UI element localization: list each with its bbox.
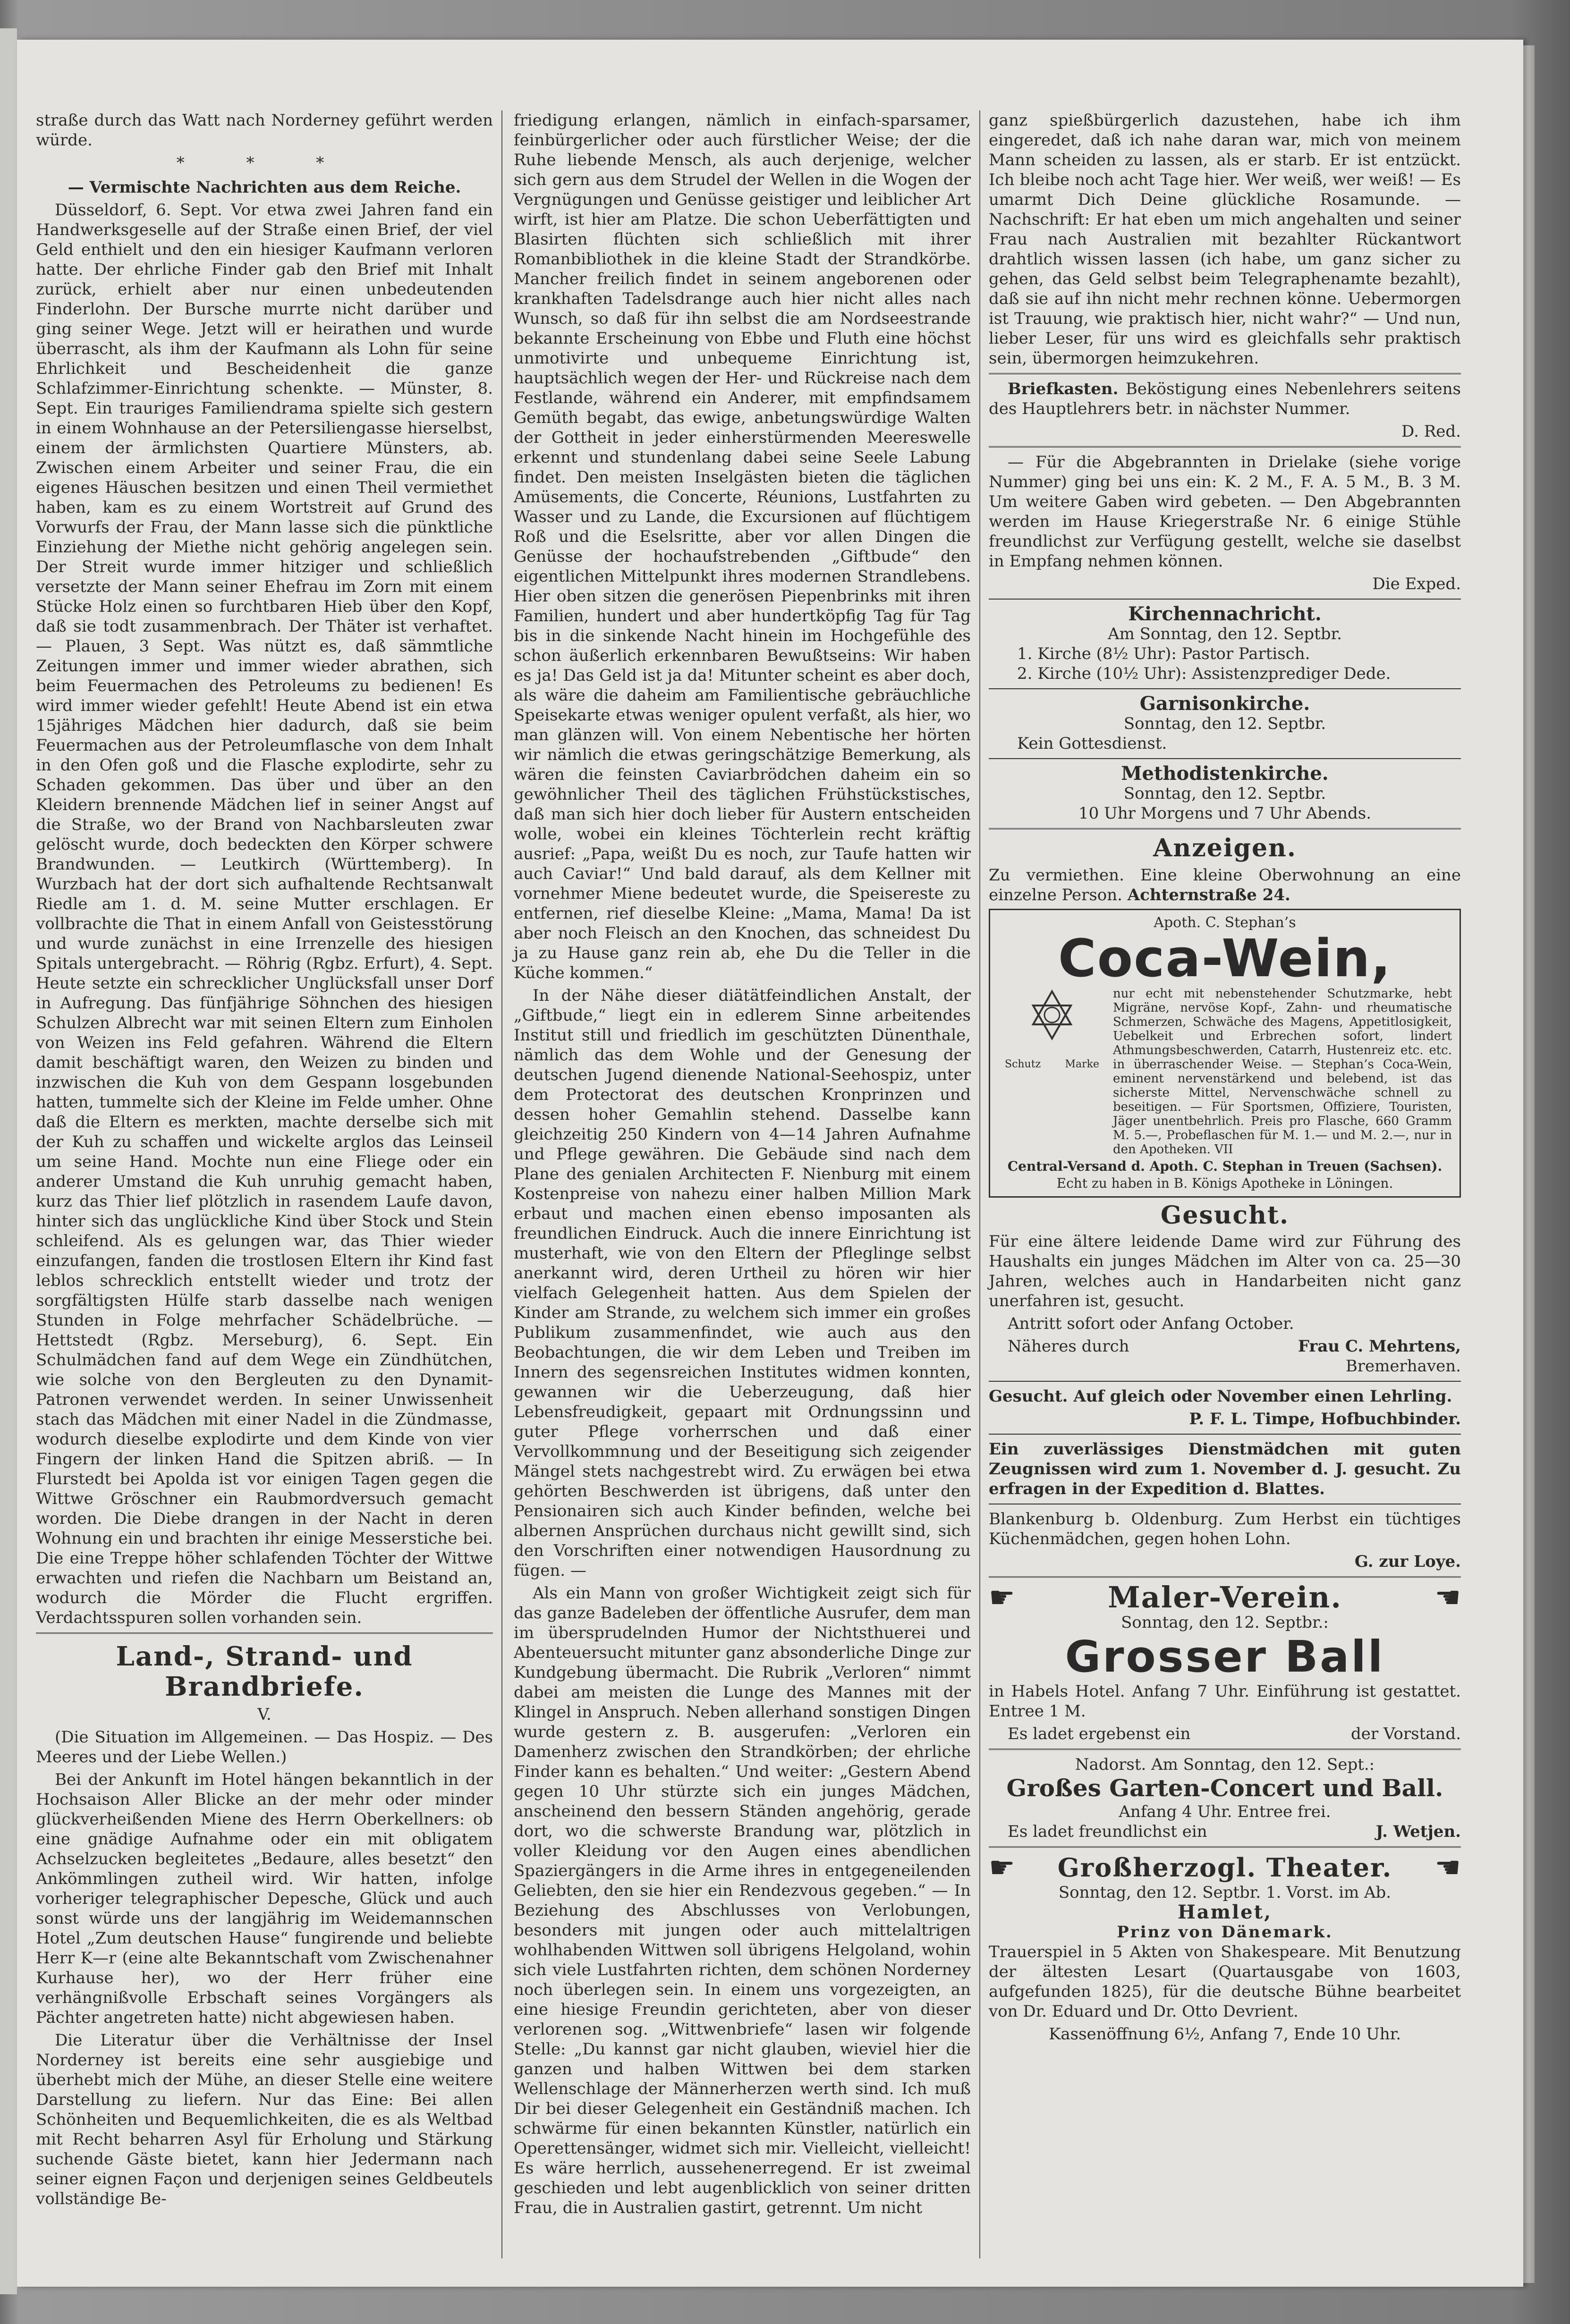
kitchen-maid-ad-name: G. zur Loye.: [1354, 1552, 1461, 1571]
garden-concert-title: Großes Garten-Concert und Ball.: [1006, 1774, 1443, 1802]
pointing-hand-left-icon: ☚: [1434, 1850, 1461, 1885]
letters-subtitle: (Die Situation im Allgemeinen. — Das Hospiz. — Des Meeres und der Liebe Wellen.): [36, 1728, 493, 1766]
letters-hospiz-text: In der Nähe dieser diätätfeindlichen Anstalt, der „Giftbude,“ liegt ein in edlerem Sinne arbeitendes Institut still und friedlich im geschützten Dünenthale, nämlich das dem Wohle und der Genesung der deutschen Jugend dienende National-Seehospiz, unter dem Protectorat des deutschen Kronprinzen und dessen hoher Gemahlin stehend. Dasselbe kann gleichzeitig 250 Kindern von 4—14 Jahren Aufnahme und Pflege gewähren. Die Gebäude sind nach dem Plane des genialen Architecten F. Nienburg mit einem Kostenpreise von nahezu einer halben Million Mark erbaut und machen einen ebenso imposanten als freundlichen Eindruck. Auch die innere Einrichtung ist musterhaft, wie von den Eltern der Pfleglinge selbst anerkannt wird, deren Urtheil zu hören wir hier vielfach Gelegenheit hatten. Aus dem Spielen der Kinder am Strande, zu welchem sich immer ein großes Publikum zusammenfindet, wie auch aus den Beobachtungen, die wir dem Leben und Treiben im Innern des segensreichen Institutes widmen konnten, gewannen wir die Ueberzeugung, daß hier Lebensfreudigkeit, gepaart mit Ordnungssinn und guter Pflege vorherrschen und daß einer Vervollkommnung und der Beseitigung sich zeigender Mängel stets nachgestrebt wird. Zu erwägen bei etwa gehörten Beschwerden ist übrigens, daß unter den Pensionairen sich auch Kinder befinden, welche bei albernen Ansprüchen durchaus nicht gewillt sind, sich den Vorschriften einer notwendigen Hausordnung zu fügen. —: [514, 986, 971, 1580]
coca-wein-availability: Echt zu haben in B. Königs Apotheke in Löningen.: [1056, 1175, 1393, 1191]
wanted-contact-place: Bremerhaven.: [1345, 1357, 1461, 1376]
coca-wein-versand: Central-Versand d. Apoth. C. Stephan in Treuen (Sachsen).: [1007, 1158, 1443, 1174]
divider: [989, 1846, 1461, 1848]
maler-verein-header: [989, 1582, 1461, 1613]
ad-wohnung-text: Zu vermiethen. Eine kleine Oberwohnung an eine einzelne Person.: [989, 866, 1461, 904]
divider: [989, 1434, 1461, 1435]
coca-wein-description: nur echt mit nebenstehender Schutzmarke, hebt Migräne, nervöse Kopf-, Zahn- und rheumatische Schmerzen, Schwäche des Magens, Appetitlosigkeit, Uebelkeit und Erbrechen sofort, lindert Athmungsbeschwerden, Catarrh, Hustenreiz etc. etc. in überraschender Weise. — Stephan’s Coca-Wein, eminent nervenstärkend und belebend, ist das sicherste Mittel, Nervenschwäche schnell zu beseitigen. — Für Sportsmen, Offiziere, Touristen, Jäger unentbehrlich. Preis pro Flasche, 660 Gramm M. 5.—, Probeflaschen für M. 1.— und M. 2.—, nur in den Apotheken. VII: [1113, 987, 1452, 1157]
grosser-ball-title: Grosser Ball: [1065, 1631, 1385, 1682]
garden-concert-start: Anfang 4 Uhr. Entree frei.: [1119, 1802, 1331, 1821]
apprentice-ad: Gesucht. Auf gleich oder November einen Lehrling.: [989, 1387, 1452, 1406]
church-news-date: Am Sonntag, den 12. Septbr.: [1108, 625, 1342, 643]
briefkasten-label: Briefkasten.: [1008, 380, 1119, 398]
garrison-church-date: Sonntag, den 12. Septbr.: [1123, 714, 1326, 733]
divider: [989, 758, 1461, 759]
maid-ad: Ein zuverlässiges Dienstmädchen mit guten Zeugnissen wird zum 1. November d. J. gesucht. Zu erfragen in der Expedition d. Blattes.: [989, 1440, 1461, 1498]
ads-title: Anzeigen.: [1153, 834, 1297, 862]
maler-verein-title: Maler-Verein.: [1108, 1580, 1342, 1614]
theater-play-subtitle: Prinz von Dänemark.: [1117, 1923, 1333, 1942]
nadorst-line: Nadorst. Am Sonntag, den 12. Sept.:: [1075, 1755, 1375, 1774]
coca-wein-body: [998, 987, 1452, 1157]
coca-wein-ad: [989, 909, 1461, 1198]
divider: [989, 1749, 1461, 1750]
maler-verein-invite: [989, 1724, 1461, 1744]
misc-news-heading: — Vermischte Nachrichten aus dem Reiche.: [68, 178, 461, 197]
trademark-label-right: Marke: [1065, 1058, 1099, 1070]
pointing-hand-right-icon: ☛: [989, 1580, 1015, 1614]
apprentice-ad-name: P. F. L. Timpe, Hofbuchbinder.: [1189, 1410, 1461, 1428]
garden-concert-invite-text: Es ladet freundlichst ein: [1008, 1822, 1207, 1841]
garden-concert-invite: [989, 1822, 1461, 1842]
letters-continued-text: friedigung erlangen, nämlich in einfach-sparsamer, feinbürgerlicher oder auch fürstlicher Weise; der die Ruhe liebende Mensch, als auch derjenige, welcher sich gern aus dem Strudel der Wellen in die Wogen der Vergnügungen und Genüsse geistiger und leiblicher Art wirft, ist hier am Platze. Die schon Ueberfättigten und Blasirten flüchten sich schließlich mit ihrer Romanbibliothek in die kleine Stadt der Strandkörbe. Mancher freilich findet in seinem angeborenen oder krankhaften Tadelsdrange auch hier nicht alles nach Wunsch, so daß für ihn selbst die am Nordseestrande bekannte Erscheinung von Ebbe und Fluth eine höchst unmotivirte und unbequeme Einrichtung ist, hauptsächlich wegen der Her- und Rückreise nach dem Festlande, während ein Anderer, mit empfindsamem Gemüth begabt, das ewige, anbetungswürdige Walten der Gottheit in jeder einherstürmenden Meereswelle erkennt und stundenlang dabei seine Seele Labung findet. Den meisten Inselgästen bieten die täglichen Amüsements, die Concerte, Réunions, Lustfahrten zu Wasser und zu Lande, die Excursionen auf flüchtigem Roß und die Eselsritte, aber vor allen Dingen die Genüsse der hochaufstrebenden „Giftbude“ den eigentlichen Mittelpunkt ihres modernen Strandlebens. Hier oben sitzen die generösen Piepenbrinks mit ihren Familien, hundert und aber hundertköpfig Tag für Tag bis in die sinkende Nacht hinein im Hochgefühle des schon äußerlich erkennbaren Bewußtseins: Wir haben es ja! Das Geld ist ja da! Mitunter scheint es aber doch, als wäre die daheim am Familientische gebräuchliche Speisekarte etwas weniger opulent verfaßt, als hier, wo man glänzen will. Von einem Nebentische her hörten wir nämlich die etwas geringschätzige Bemerkung, als wären die feinsten Caviarbrödchen daheim ein so gewöhnlicher Theil des täglichen Frühstückstisches, daß man sich hier doch lieber für Austern entscheiden wolle, wobei ein kleines Töchterlein recht kräftig ausrief: „Papa, weißt Du es noch, zur Taufe hatten wir auch Caviar!“ Und bald darauf, als dem Kellner mit vornehmer Miene bedeutet wurde, die Speisereste zu entfernen, rief dieselbe Kleine: „Mama, Mama! Da ist aber noch Fleisch an den Knochen, das schneidest Du ja zu Hause ganz rein ab, ehe Du die Teller in die Küche kommen.“: [514, 111, 971, 982]
section-stars: * * *: [176, 153, 353, 172]
previous-page-edge: [0, 28, 17, 2294]
garrison-church-title: Garnisonkirche.: [1139, 693, 1310, 715]
theater-text: Trauerspiel in 5 Akten von Shakespeare. Mit Benutzung der ältesten Lesart (Quartausgabe von 1603, aufgefunden 1825), für die deutsche Bühne bearbeitet von Dr. Eduard und Dr. Otto Devrient.: [989, 1943, 1461, 2021]
church-service-1: 1. Kirche (8½ Uhr): Pastor Partisch.: [1017, 644, 1310, 663]
divider: [989, 446, 1461, 448]
newspaper-page: [17, 40, 1523, 2287]
church-service-2: 2. Kirche (10½ Uhr): Assistenzprediger Dede.: [1017, 664, 1391, 683]
wanted-text: Für eine ältere leidende Dame wird zur Führung des Haushalts ein junges Mädchen im Alter von ca. 25—30 Jahren, welches auch in Handarbeiten nicht ganz unerfahren ist, gesucht.: [989, 1232, 1461, 1310]
coca-wein-title: Coca-Wein,: [1058, 928, 1392, 989]
star-trademark-icon: [1005, 987, 1099, 1057]
garrison-church-text: Kein Gottesdienst.: [1017, 734, 1167, 753]
divider: [36, 1632, 493, 1634]
intro-text: straße durch das Watt nach Norderney geführt werden würde.: [36, 111, 493, 150]
theater-date: Sonntag, den 12. Septbr. 1. Vorst. im Ab.: [1058, 1883, 1392, 1902]
wanted-title: Gesucht.: [1160, 1201, 1290, 1230]
divider: [989, 1381, 1461, 1382]
divider: [989, 599, 1461, 600]
ad-wohnung-address: Achternstraße 24.: [1127, 886, 1290, 904]
theater-title: Großherzogl. Theater.: [1057, 1852, 1392, 1883]
theater-time: Kassenöffnung 6½, Anfang 7, Ende 10 Uhr.: [1048, 2025, 1401, 2044]
wanted-contact-name: Frau C. Mehrtens,: [1298, 1337, 1461, 1356]
trademark-label-left: Schutz: [1005, 1058, 1041, 1070]
column-2: [514, 110, 971, 2221]
ad-wohnung: [989, 865, 1461, 905]
theater-header: [989, 1852, 1461, 1883]
page-stack-edge: [1523, 45, 1535, 2283]
kitchen-maid-ad: Blankenburg b. Oldenburg. Zum Herbst ein tüchtiges Küchenmädchen, gegen hohen Lohn.: [989, 1510, 1461, 1548]
wanted-contact: [989, 1336, 1461, 1356]
column-3: [989, 110, 1461, 2044]
column-1: [36, 110, 493, 2212]
trademark-label: [1005, 1057, 1099, 1072]
methodist-church-text: 10 Uhr Morgens und 7 Uhr Abends.: [1078, 804, 1372, 823]
maler-verein-invite-text: Es ladet ergebenst ein: [1008, 1724, 1191, 1743]
divider: [989, 688, 1461, 689]
letters-end-text: ganz spießbürgerlich dazustehen, habe ich ihm eingeredet, daß ich nahe daran war, mich von meinem Mann scheiden zu lassen, als er starb. Er ist entzückt. Ich bleibe noch acht Tage hier. Wer weiß, wer weiß! — Es umarmt Dich Deine glückliche Rosamunde. — Nachschrift: Er hat eben um mich angehalten und seiner Frau nach Australien mit bezahlter Rückantwort drahtlich wissen lassen (ich habe, um ganz sicher zu gehen, das Geld selbst beim Telegraphenamte bezahlt), daß sie auf ihn nicht mehr rechnen könne. Uebermorgen ist Trauung, wie praktisch hier, nicht wahr?“ — Und nun, lieber Leser, für uns wird es gleichfalls sehr praktisch sein, übermorgen heimzukehren.: [989, 111, 1461, 368]
methodist-church-date: Sonntag, den 12. Septbr.: [1123, 784, 1326, 803]
divider: [989, 828, 1461, 829]
column-rule: [501, 110, 502, 2258]
garden-concert-sign: J. Wetjen.: [1375, 1822, 1461, 1841]
wanted-start: Antritt sofort oder Anfang October.: [1008, 1314, 1294, 1333]
letters-text: Die Literatur über die Verhältnisse der Insel Norderney ist bereits eine sehr ausgiebige und überhebt mich der Mühe, an dieser Stelle eine weitere Darstellung zu liefern. Nur das Eine: Bei allen Schönheiten und Bequemlichkeiten, die es als Weltbad mit Recht beharren Asyl für Erholung und Stärkung suchende Gäste bietet, kann hier Jedermann nach seiner eignen Façon und derjenigen seines Geldbeutels vollständige Be-: [36, 2031, 493, 2208]
letters-ausrufer-text: Als ein Mann von großer Wichtigkeit zeigt sich für das ganze Badeleben der öffentliche Ausrufer, dem man im übersprudelnden Humor der Nichtsthuerei und Abenteuersucht mitunter ganz absonderliche Dinge zur Kundgebung übermacht. Die Rubrik „Verloren“ nimmt dabei am meisten die Lunge des Mannes mit der Klingel in Anspruch. Neben allerhand sonstigen Dingen wurde gestern z. B. ausgerufen: „Verloren ein Damenherz zwischen den Strandkörben; der ehrliche Finder kann es behalten.“ Und weiter: „Gestern Abend gegen 10 Uhr stürzte sich ein junges Mädchen, anscheinend den bessern Ständen angehörig, gerade dort, wo die schwerste Brandung war, plötzlich in voller Kleidung vor den Augen eines abendlichen Spaziergängers in die Arme ihres in entgegeneilenden Geliebten, den sie hier ein Rendezvous gegeben.“ — In Beziehung des Abschlusses von Verlobungen, besonders mit jungen oder auch mittelaltrigen wohlhabenden Wittwen soll übrigens Helgoland, wohin sich viele Lustfahrten richten, dem schönen Norderney noch überlegen sein. In einem uns vorgezeigten, an eine hiesige Freundin gerichteten, aber von dieser verlorenen sog. „Wittwenbriefe“ lasen wir folgende Stelle: „Du kannst gar nicht glauben, wieviel hier die ganzen und halben Wittwen bei dem starken Wellenschlage der Männerherzen werth sind. Ich muß Dir bei dieser Gelegenheit ein Geständniß machen. Ich schwärme für einen bekannten Künstler, natürlich ein Operettensänger, widmet sich mir. Vielleicht, vielleicht! Es wäre herrlich, aussehenerregend. Er ist zweimal geschieden und lebt augenblicklich von seiner dritten Frau, die in Australien gastirt, getrennt. Um nicht: [514, 1584, 971, 2217]
pointing-hand-right-icon: ☛: [989, 1850, 1015, 1885]
wanted-contact-label: Näheres durch: [1008, 1337, 1129, 1356]
column-rule: [979, 110, 980, 2258]
pointing-hand-left-icon: ☚: [1434, 1580, 1461, 1614]
coca-wein-maker: Apoth. C. Stephan’s: [1154, 914, 1296, 931]
theater-play-title: Hamlet,: [1177, 1901, 1273, 1923]
divider: [989, 373, 1461, 374]
abgebrannte-notice: — Für die Abgebrannten in Drielake (siehe vorige Nummer) ging bei uns ein: K. 2 M., F. A. 5 M., B. 3 M. Um weitere Gaben wird gebeten. — Den Abgebrannten werden im Hause Kriegerstraße Nr. 6 einige Stühle freundlichst zur Verfügung gestellt, welche sie daselbst in Empfang nehmen können.: [989, 453, 1461, 571]
letters-text: Bei der Ankunft im Hotel hängen bekanntlich in der Hochsaison Aller Blicke an der mehr oder minder glückverheißenden Miene des Herrn Oberkellners: ob eine gnädige Aufnahme oder ein mit obligatem Achselzucken begleitetes „Bedaure, alles besetzt“ den Ankömmlingen zutheil wird. Wir hatten, infolge vorheriger telegraphischer Depesche, Glück und auch sonst würde uns der langjährig im Weidemannschen Hotel „Zum deutschen Hause“ fungirende und beliebte Herr K—r (eine alte Bekanntschaft vom Zwischenahner Kurhause her), wo der Herr früher eine verhängnißvolle Erbschaft seines Vorgängers als Pächter angetreten hatte) nicht abgewiesen haben.: [36, 1770, 493, 2027]
briefkasten-notice: [989, 379, 1461, 419]
church-news-title: Kirchennachricht.: [1128, 603, 1322, 625]
maler-verein-date: Sonntag, den 12. Septbr.:: [1121, 1613, 1329, 1632]
methodist-church-title: Methodistenkirche.: [1121, 762, 1329, 785]
letters-number: V.: [257, 1705, 272, 1724]
misc-news-text: Düsseldorf, 6. Sept. Vor etwa zwei Jahren fand ein Handwerksgeselle auf der Straße einen Brief, der viel Geld enthielt und den ein hiesiger Kaufmann verloren hatte. Der ehrliche Finder gab den Brief mit Inhalt zurück, erhielt aber nur einen unbedeutenden Finderlohn. Der Bursche murrte nicht darüber und ging seiner Wege. Jetzt will er heirathen und wurde überrascht, als ihm der Kaufmann als Lohn für seine Ehrlichkeit und Bescheidenheit die ganze Schlafzimmer-Einrichtung schenkte. — Münster, 8. Sept. Ein trauriges Familiendrama spielte sich gestern in einem Wohnhause an der Petersiliengasse hierselbst, einem der ärmlichsten Quartiere Münsters, ab. Zwischen einem Arbeiter und seiner Frau, die ein eigenes Häuschen besitzen und einen Theil vermiethet haben, kam es zu einem Wortstreit auf Grund des Vorwurfs der Frau, der Mann lasse sich die pünktliche Einziehung der Miethe nicht gehörig angelegen sein. Der Streit wurde immer hitziger und schließlich versetzte der Mann seiner Ehefrau im Zorn mit einem Stücke Holz einen so furchtbaren Hieb über den Kopf, daß sie todt zusammenbrach. Der Thäter ist verhaftet. — Plauen, 3 Sept. Was nützt es, daß sämmtliche Zeitungen immer und immer wieder abrathen, sich beim Feuermachen des Petroleums zu bedienen! Es wird immer wieder gefehlt! Heute Abend ist ein etwa 15jähriges Mädchen hier dadurch, daß sie beim Feuermachen aus der Petroleumflasche von dem Inhalt in den Ofen goß und die Flasche explodirte, sehr zu Schaden gekommen. Das über und über an den Kleidern brennende Mädchen lief in seiner Angst auf die Straße, wo der Brand von Nachbarsleuten zwar gelöscht wurde, doch bedeckten den Körper schwere Brandwunden. — Leutkirch (Württemberg). In Wurzbach hat der dort sich aufhaltende Rechtsanwalt Riedle am 1. d. M. seine Mutter erschlagen. Er vollbrachte die That in einem Anfall von Geistesstörung und wurde zunächst in eine Irrenzelle des hiesigen Spitals untergebracht. — Röhrig (Rgbz. Erfurt), 4. Sept. Heute setzte ein schrecklicher Unglücksfall unser Dorf in Aufregung. Das fünfjährige Söhnchen des hiesigen Schulzen Albrecht war mit seinen Eltern zum Einholen von Weizen ins Feld gefahren. Während die Eltern damit beschäftigt waren, den Weizen zu binden und inzwischen die Kuh von dem Gespann losgebunden hatten, tummelte sich der Kleine im Felde umher. Ohne daß die Eltern es merkten, machte derselbe sich mit der Kuh zu schaffen und wickelte arglos das Leinseil um seine Hand. Mochte nun eine Fliege oder ein anderer Umstand die Kuh unruhig gemacht haben, kurz das Thier lief plötzlich in rasendem Laufe davon, hinter sich das unglückliche Kind über Stock und Stein schleifend. Als es gelungen war, das Thier wieder einzufangen, fanden die trostlosen Eltern ihr Kind fast leblos schrecklich entstellt wieder und trotz der sorgfältigsten Hülfe starb dasselbe nach wenigen Stunden in Folge mehrfacher Schädelbrüche. — Hettstedt (Rgbz. Merseburg), 6. Sept. Ein Schulmädchen fand auf dem Wege ein Zündhütchen, wie solche von den Bergleuten zu den Dynamit-Patronen verwendet werden. In seiner Unwissenheit stach das Mädchen mit einer Nadel in die Zündmasse, wodurch dieselbe explodirte und dem Kinde von vier Fingern der linken Hand die Spitzen abriß. — In Flurstedt bei Apolda ist vor einigen Tagen gegen die Wittwe Gröschner ein Raubmordversuch gemacht worden. Die Diebe drangen in der Nacht in deren Wohnung ein und brachten ihr einige Messerstiche bei. Die eine Treppe höher schlafenden Töchter der Wittwe erwachten und riefen die Nachbarn um Beistand an, wodurch die Mörder die Flucht ergriffen. Verdachtsspuren sollen vorhanden sein.: [36, 201, 493, 1627]
letters-heading: Land-, Strand- und Brandbriefe.: [116, 1641, 413, 1702]
abgebrannte-signature: Die Exped.: [1372, 575, 1461, 593]
briefkasten-signature: D. Red.: [1401, 422, 1461, 441]
maler-verein-sign: der Vorstand.: [1351, 1724, 1461, 1743]
trademark-block: [998, 987, 1106, 1072]
divider: [989, 1576, 1461, 1578]
briefkasten-text: Beköstigung eines Nebenlehrers seitens des Hauptlehrers betr. in nächster Nummer.: [989, 380, 1461, 418]
maler-verein-text: in Habels Hotel. Anfang 7 Uhr. Einführung ist gestattet. Entree 1 M.: [989, 1682, 1461, 1721]
